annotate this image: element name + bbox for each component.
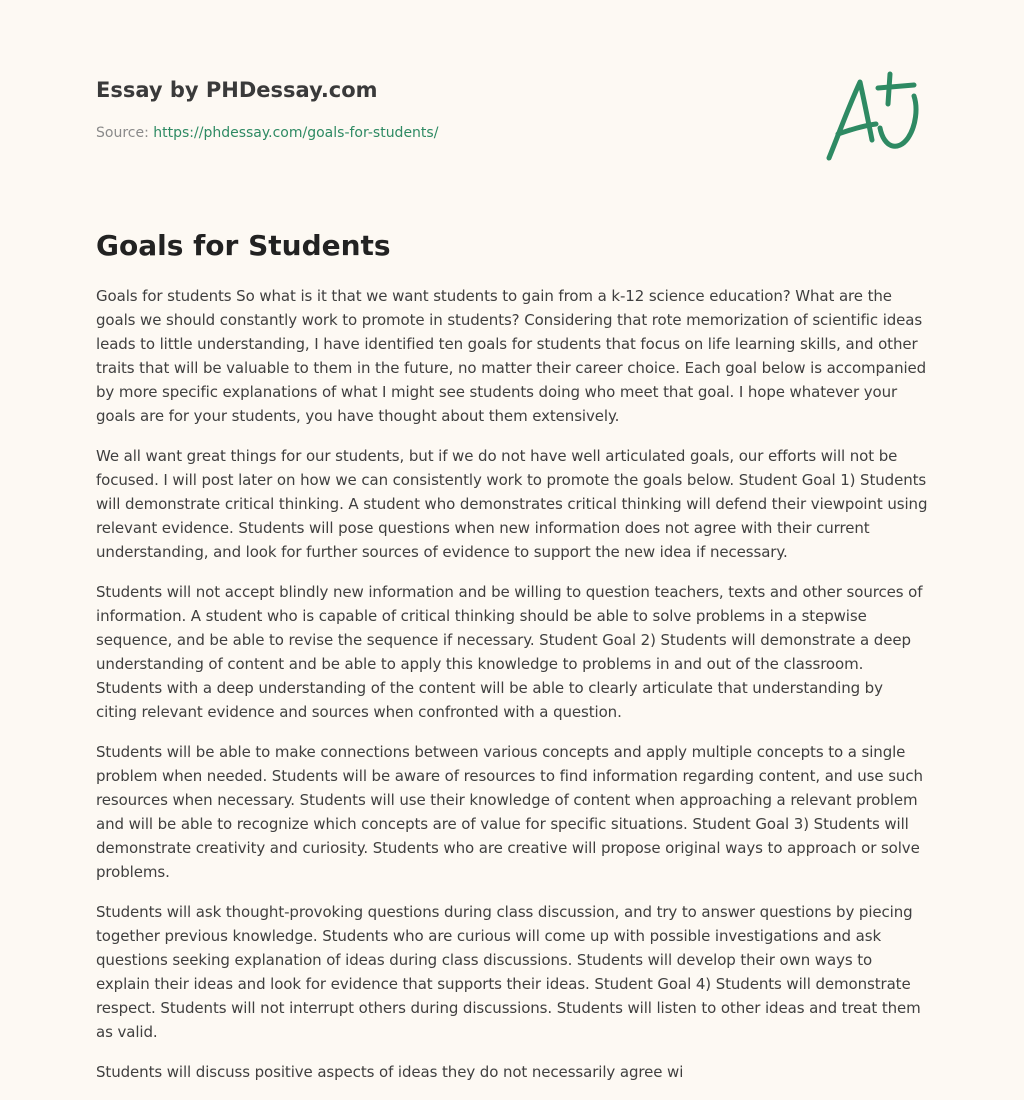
paragraph: Students will ask thought-provoking questions during class discussion, and try to answer questions by piecing together previous knowledge. Students who are curious will come up with possible investigations and ask questions seeking explanation of ideas during class discussions. Students will develop their own ways to explain their ideas and look for evidence that supports their ideas. Student Goal 4) Students will demonstrate respect. Students will not interrupt others during discussions. Students will listen to other ideas and treat them as valid. — [96, 903, 921, 1041]
source-label: Source: — [96, 125, 149, 141]
paragraph: Students will discuss positive aspects of ideas they do not necessarily agree wi — [96, 1063, 684, 1081]
site-title: Essay by PHDessay.com — [96, 78, 378, 102]
article-body — [96, 284, 928, 1100]
paragraph: Goals for students So what is it that we want students to gain from a k-12 science education? What are the goals we should constantly work to promote in students? Considering that rote memorization of scientific ideas leads to little understanding, I have identified ten goals for students that focus on life learning skills, and other traits that will be valuable to them in the future, no matter their career choice. Each goal below is accompanied by more specific explanations of what I might see students doing who meet that goal. I hope whatever your goals are for your students, you have thought about them extensively. — [96, 287, 927, 425]
a-plus-logo-icon — [824, 68, 928, 164]
source-line — [96, 124, 438, 142]
site-header — [96, 76, 696, 104]
paragraph: We all want great things for our students, but if we do not have well articulated goals, our efforts will not be focused. I will post later on how we can consistently work to promote the goals below. Student Goal 1) Students will demonstrate critical thinking. A student who demonstrates critical thinking will defend their viewpoint using relevant evidence. Students will pose questions when new information does not agree with their current understanding, and look for further sources of evidence to support the new idea if necessary. — [96, 447, 928, 561]
paragraph: Students will not accept blindly new information and be willing to question teachers, texts and other sources of information. A student who is capable of critical thinking should be able to solve problems in a stepwise sequence, and be able to revise the sequence if necessary. Student Goal 2) Students will demonstrate a deep understanding of content and be able to apply this knowledge to problems in and out of the classroom. Students with a deep understanding of the content will be able to clearly articulate that understanding by citing relevant evidence and sources when confronted with a question. — [96, 583, 923, 721]
source-link[interactable]: https://phdessay.com/goals-for-students/ — [153, 125, 439, 141]
page-title: Goals for Students — [96, 229, 391, 262]
paragraph: Students will be able to make connections between various concepts and apply multiple concepts to a single problem when needed. Students will be aware of resources to find information regarding content, and use such resources when necessary. Students will use their knowledge of content when approaching a relevant problem and will be able to recognize which concepts are of value for specific situations. Student Goal 3) Students will demonstrate creativity and curiosity. Students who are creative will propose original ways to approach or solve problems. — [96, 743, 923, 881]
